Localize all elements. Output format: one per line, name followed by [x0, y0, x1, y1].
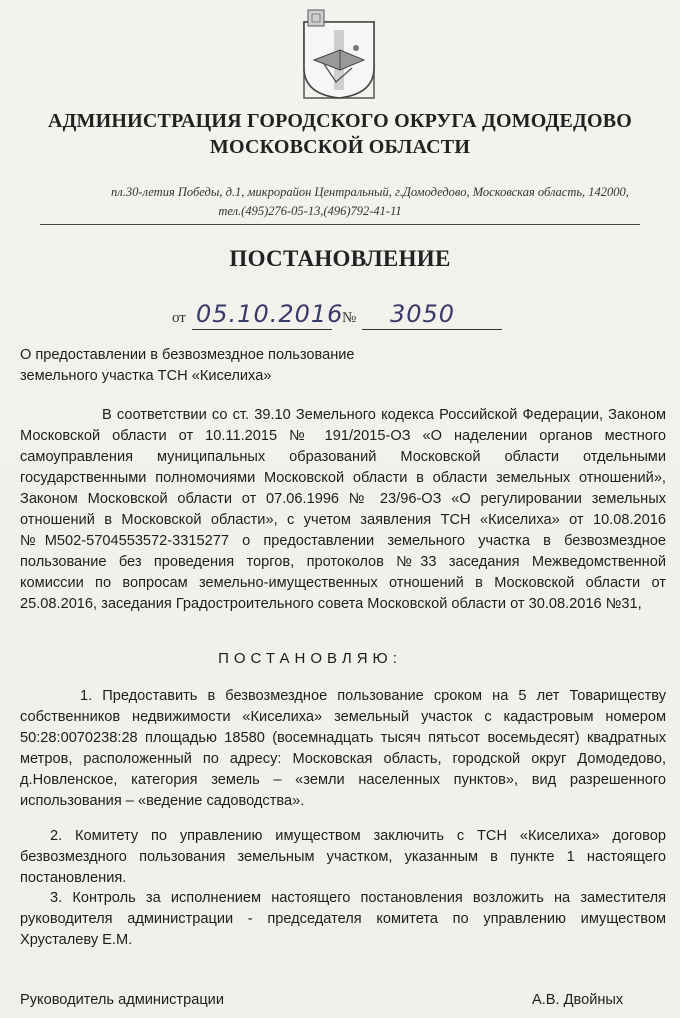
decree-heading: ПОСТАНОВЛЯЮ:: [218, 650, 402, 667]
date-label: от: [172, 310, 186, 326]
subject-line2: земельного участка ТСН «Киселиха»: [20, 368, 272, 384]
address-line: пл.30-летия Победы, д.1, микрорайон Центральный, г.Домодедово, Московская область, 142000,: [111, 185, 629, 199]
handwritten-number: 3050: [390, 300, 456, 328]
point-2: 2. Комитету по управлению имуществом заключить с ТСН «Киселиха» договор безвозмездного пользования земельным участком, указанным в пункте 1 настоящего постановления.: [20, 828, 666, 886]
document-subject: [20, 345, 440, 387]
handwritten-date: 05.10.2016: [196, 300, 344, 328]
date-underline: [192, 329, 332, 330]
phone-line: тел.(495)276-05-13,(496)792-41-11: [218, 204, 402, 218]
point-3: 3. Контроль за исполнением настоящего постановления возложить на заместителя руководителя администрации - председателя комитета по управлению имуществом Хрусталеву Е.М.: [20, 890, 666, 948]
number-label: №: [342, 310, 357, 326]
document-title: ПОСТАНОВЛЕНИЕ: [229, 246, 451, 271]
point-1: 1. Предоставить в безвозмездное пользование сроком на 5 лет Товариществу собственников недвижимости «Киселиха» земельный участок с кадастровым номером 50:28:0070238:28 площадью 18580 (восемнадцать тысяч пятьсот восемьдесят) квадратных метров, расположенный по адресу: Московская область, городской округ Домодедово, д.Новленское, категория земель – «земли населенных пунктов», вид разрешенного использования – «ведение садоводства».: [20, 688, 666, 809]
header-divider: [40, 224, 640, 225]
coat-of-arms-icon: [300, 8, 378, 100]
organization-name-line2: МОСКОВСКОЙ ОБЛАСТИ: [209, 136, 471, 158]
preamble-paragraph: В соответствии со ст. 39.10 Земельного кодекса Российской Федерации, Законом Московской области от 10.11.2015 № 191/2015-ОЗ «О наделении органов местного самоуправления муниципальных образований Московской области отдельными государственными полномочиями Московской области в области земельных отношений», Законом Московской области от 07.06.1996 № 23/96-ОЗ «О регулировании земельных отношений в Московской области», с учетом заявления ТСН «Киселиха» от 10.08.2016 №M502-5704553572-3315277 о предоставлении земельного участка в безвозмездное пользование без проведения торгов, протоколов №33 заседания Межведомственной комиссии по вопросам земельно-имущественных отношений в Московской области от 25.08.2016, заседания Градостроительного совета Московской области от 30.08.2016 №31,: [20, 407, 666, 612]
subject-line1: О предоставлении в безвозмездное пользование: [20, 347, 355, 363]
signatory-position: Руководитель администрации: [20, 992, 224, 1008]
organization-name-line1: АДМИНИСТРАЦИЯ ГОРОДСКОГО ОКРУГА ДОМОДЕДОВО: [47, 110, 633, 132]
number-underline: [362, 329, 502, 330]
signatory-name: А.В. Двойных: [532, 992, 624, 1008]
